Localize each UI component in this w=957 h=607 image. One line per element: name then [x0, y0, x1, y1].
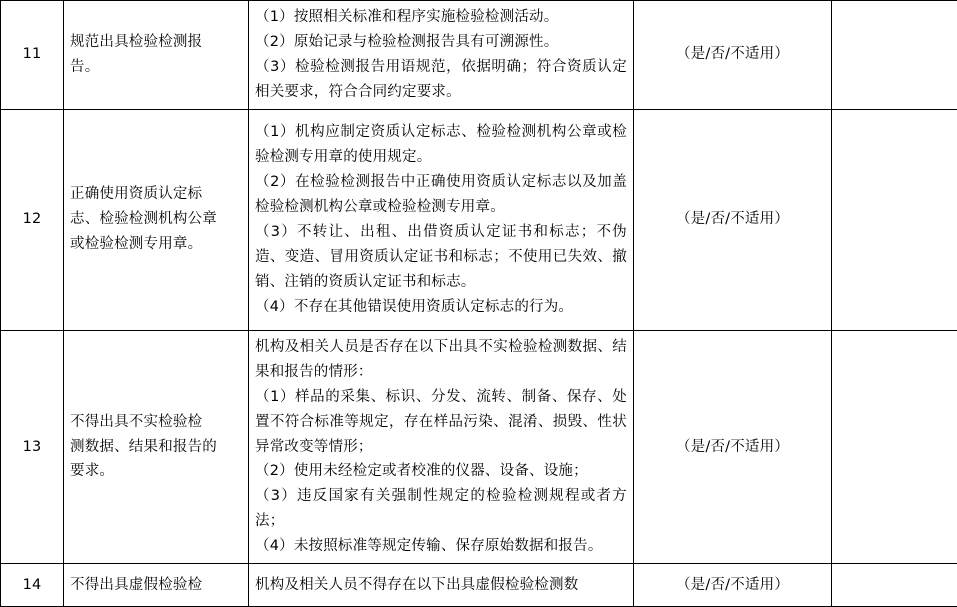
content-paragraph: （3）违反国家有关强制性规定的检验检测规程或者方法；	[255, 484, 627, 534]
row-result: （是/否/不适用）	[634, 330, 832, 563]
row-content	[249, 564, 634, 607]
row-item	[64, 1, 249, 110]
row-number: 13	[1, 330, 64, 563]
content-paragraph: （1）机构应制定资质认定标志、检验检测机构公章或检验检测专用章的使用规定。	[255, 120, 627, 170]
row-item-line: 不得出具不实检验检	[70, 410, 242, 435]
row-item-line: 志、检验检测机构公章	[70, 207, 242, 232]
content-paragraph: （3）不转让、出租、出借资质认定证书和标志；不伪造、变造、冒用资质认定证书和标志；不使用已失效、撤销、注销的资质认定证书和标志。	[255, 220, 627, 295]
row-item	[64, 109, 249, 330]
content-paragraph: （2）在检验检测报告中正确使用资质认定标志以及加盖检验检测机构公章或检验检测专用章。	[255, 170, 627, 220]
content-paragraph: （1）样品的采集、标识、分发、流转、制备、保存、处置不符合标准等规定，存在样品污染、混淆、损毁、性状异常改变等情形；	[255, 385, 627, 460]
row-item	[64, 564, 249, 607]
row-remark	[832, 564, 957, 607]
row-item-line: 不得出具虚假检验检	[70, 573, 242, 598]
row-number: 14	[1, 564, 64, 607]
content-paragraph: （2）使用未经检定或者校准的仪器、设备、设施；	[255, 459, 627, 484]
table-row	[1, 330, 957, 563]
row-item-line: 要求。	[70, 459, 242, 484]
row-remark	[832, 109, 957, 330]
row-item-line: 告。	[70, 55, 242, 80]
row-content	[249, 1, 634, 110]
row-item-line: 规范出具检验检测报	[70, 30, 242, 55]
table-row	[1, 564, 957, 607]
content-paragraph: （1）按照相关标准和程序实施检验检测活动。	[255, 5, 627, 30]
content-paragraph: 机构及相关人员是否存在以下出具不实检验检测数据、结果和报告的情形：	[255, 335, 627, 385]
content-paragraph: （2）原始记录与检验检测报告具有可溯源性。	[255, 30, 627, 55]
row-result: （是/否/不适用）	[634, 1, 832, 110]
table-row	[1, 109, 957, 330]
content-paragraph: （4）未按照标准等规定传输、保存原始数据和报告。	[255, 534, 627, 559]
row-result: （是/否/不适用）	[634, 564, 832, 607]
row-item-line: 或检验检测专用章。	[70, 232, 242, 257]
row-item-line: 正确使用资质认定标	[70, 182, 242, 207]
row-content	[249, 109, 634, 330]
row-remark	[832, 330, 957, 563]
row-number: 11	[1, 1, 64, 110]
content-paragraph: 机构及相关人员不得存在以下出具虚假检验检测数	[255, 573, 627, 598]
row-content	[249, 330, 634, 563]
row-item-line: 测数据、结果和报告的	[70, 435, 242, 460]
content-paragraph: （3）检验检测报告用语规范，依据明确；符合资质认定相关要求，符合合同约定要求。	[255, 55, 627, 105]
table-row	[1, 1, 957, 110]
row-remark	[832, 1, 957, 110]
content-paragraph: （4）不存在其他错误使用资质认定标志的行为。	[255, 295, 627, 320]
row-number: 12	[1, 109, 64, 330]
row-item	[64, 330, 249, 563]
row-result: （是/否/不适用）	[634, 109, 832, 330]
